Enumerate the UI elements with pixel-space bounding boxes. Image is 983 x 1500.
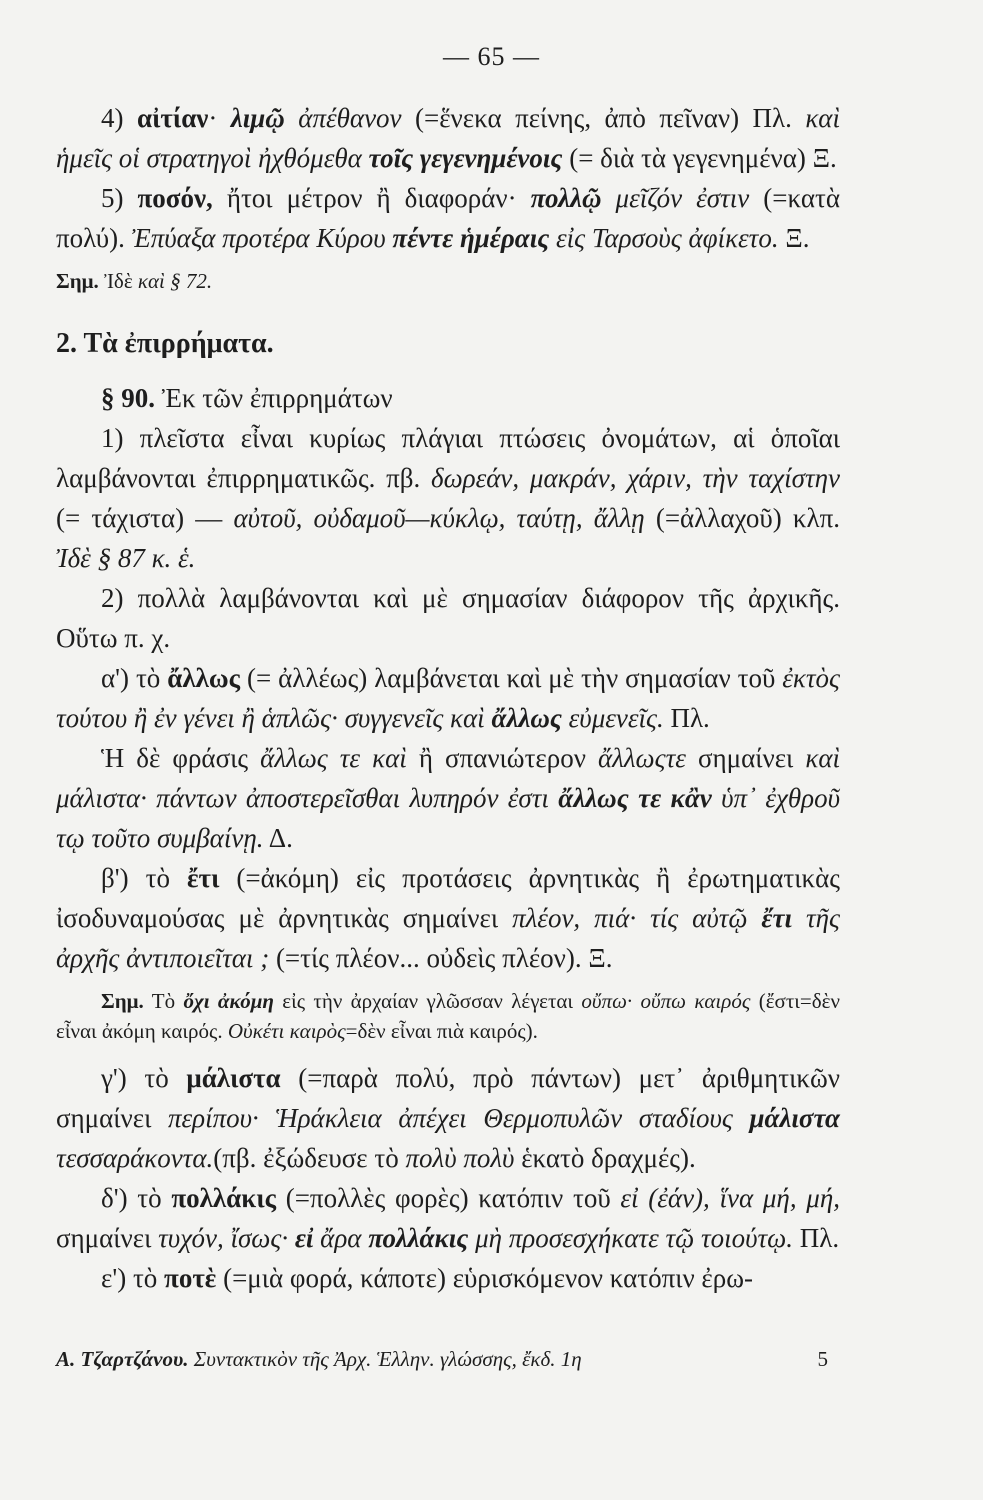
- page-body: [56, 98, 840, 1298]
- signature-mark: 5: [817, 1347, 828, 1371]
- paragraph-eti: β') τὸ ἔτι (=ἀκόμη) εἰς προτάσεις ἀρνητικὰς ἢ ἐρωτηματικὰς ἰσοδυναμούσας μὲ ἀρνητικὰς σημαίνει πλέον, πιά· τίς αὐτῷ ἔτι τῆς ἀρχῆς ἀντιποιεῖται ; (=τίς πλέον... οὐδεὶς πλέον). Ξ.: [56, 863, 840, 973]
- section-heading: 2. Τὰ ἐπιρρήματα.: [56, 328, 274, 359]
- note-oupo: Σημ. Τὸ ὄχι ἀκόμη εἰς τὴν ἀρχαίαν γλῶσσαν λέγεται οὔπω· οὔπω καιρός (ἔστι=δὲν εἶναι ἀκόμη καιρός. Οὐκέτι καιρὸς=δὲν εἶναι πιὰ καιρός).: [56, 989, 840, 1043]
- paragraph-allos: α') τὸ ἄλλως (= ἀλλέως) λαμβάνεται καὶ μὲ τὴν σημασίαν τοῦ ἐκτὸς τούτου ἢ ἐν γένει ἢ ἁπλῶς· συγγενεῖς καὶ ἄλλως εὐμενεῖς. Πλ.: [56, 663, 840, 733]
- footer-citation: Α. Τζαρτζάνου. Συντακτικὸν τῆς Ἀρχ. Ἑλλην. γλώσσης, ἔκδ. 1η: [56, 1347, 582, 1371]
- page-number: — 65 —: [443, 42, 540, 71]
- paragraph-pote: ε') τὸ ποτὲ (=μιὰ φορά, κάποτε) εὑρισκόμενον κατόπιν ἐρω-: [101, 1263, 753, 1293]
- page-footer: [56, 1347, 828, 1372]
- note-see-72: Σημ. Ἰδὲ καὶ § 72.: [56, 269, 213, 293]
- paragraph-allos-te: Ἡ δὲ φράσις ἄλλως τε καὶ ἢ σπανιώτερον ἄλλωςτε σημαίνει καὶ μάλιστα· πάντων ἀποστερεῖσθαι λυπηρόν ἐστι ἄλλως τε κἂν ὑπ᾽ ἐχθροῦ τῳ τοῦτο συμβαίνῃ. Δ.: [56, 743, 841, 853]
- paragraph-oblique-cases: 1) πλεῖστα εἶναι κυρίως πλάγιαι πτώσεις ὀνομάτων, αἱ ὁποῖαι λαμβάνονται ἐπιρρηματικῶς. πβ. δωρεάν, μακράν, χάριν, τὴν ταχίστην (= τάχιστα) — αὐτοῦ, οὐδαμοῦ—κύκλῳ, ταύτῃ, ἄλλῃ (=ἀλλαχοῦ) κλπ. Ἰδὲ § 87 κ. ἑ.: [56, 423, 840, 573]
- paragraph-causal-dative: 4) αἰτίαν· λιμῷ ἀπέθανον (=ἕνεκα πείνης, ἀπὸ πεῖναν) Πλ. καὶ ἡμεῖς οἱ στρατηγοὶ ἠχθόμεθα τοῖς γεγενημένοις (= διὰ τὰ γεγενημένα) Ξ.: [56, 103, 840, 173]
- paragraph-quantity-dative: 5) ποσόν, ἤτοι μέτρον ἢ διαφοράν· πολλῷ μεῖζόν ἐστιν (=κατὰ πολύ). Ἐπύαξα προτέρα Κύρου πέντε ἡμέραις εἰς Ταρσοὺς ἀφίκετο. Ξ.: [56, 183, 840, 253]
- paragraph-malista: γ') τὸ μάλιστα (=παρὰ πολύ, πρὸ πάντων) μετ᾽ ἀριθμητικῶν σημαίνει περίπου· Ἡράκλεια ἀπέχει Θερμοπυλῶν σταδίους μάλιστα τεσσαράκοντα.(πβ. ἐξώδευσε τὸ πολὺ πολὺ ἑκατὸ δραχμές).: [56, 1063, 840, 1173]
- paragraph-different-meaning: 2) πολλὰ λαμβάνονται καὶ μὲ σημασίαν διάφορον τῆς ἀρχικῆς. Οὕτω π. χ.: [56, 583, 840, 653]
- section-90-intro: § 90. Ἐκ τῶν ἐπιρρημάτων: [101, 383, 393, 413]
- paragraph-pollakis: δ') τὸ πολλάκις (=πολλὲς φορὲς) κατόπιν τοῦ εἰ (ἐάν), ἵνα μή, μή, σημαίνει τυχόν, ἴσως· εἰ ἄρα πολλάκις μὴ προσεσχήκατε τῷ τοιούτῳ. Πλ.: [56, 1183, 840, 1253]
